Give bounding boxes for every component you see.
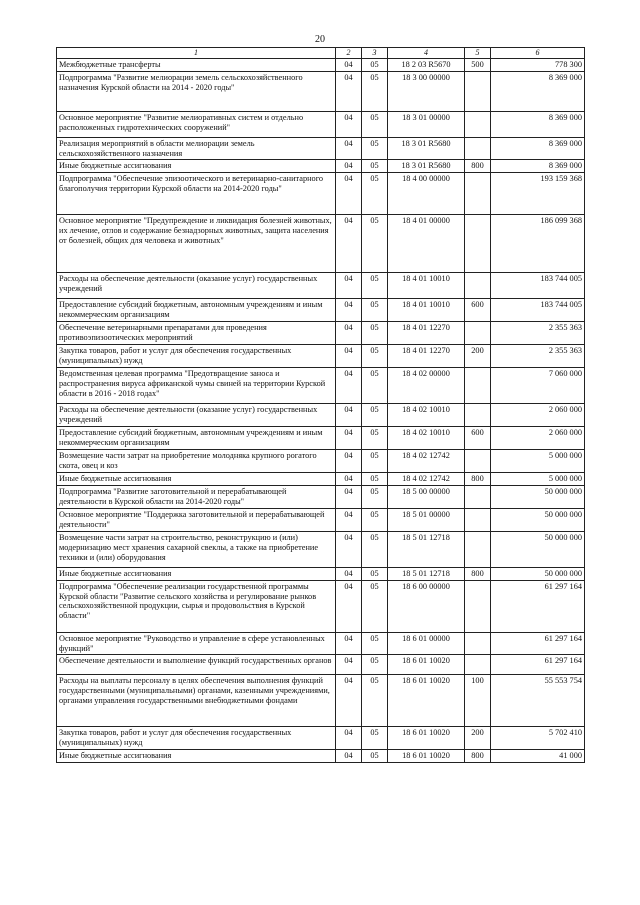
row-amount: 8 369 000 — [491, 111, 585, 137]
table-row — [57, 531, 585, 567]
table-row — [57, 675, 585, 727]
row-description: Иные бюджетные ассигнования — [57, 750, 336, 763]
row-expense-type — [465, 508, 491, 531]
row-subsection: 05 — [362, 137, 388, 160]
row-expense-type — [465, 580, 491, 632]
row-section: 04 — [336, 322, 362, 345]
row-description: Подпрограмма "Обеспечение реализации государственной программы Курской области "Развитие сельского хозяйства и регулирование рынков сельскохозяйственной продукции, сырья и продовольствия в Курской области" — [57, 580, 336, 632]
table-row — [57, 299, 585, 322]
table-row — [57, 404, 585, 427]
row-target-code: 18 6 01 10020 — [388, 727, 465, 750]
row-subsection: 05 — [362, 160, 388, 173]
row-subsection: 05 — [362, 449, 388, 472]
table-row — [57, 655, 585, 675]
row-expense-type: 200 — [465, 345, 491, 368]
row-description: Закупка товаров, работ и услуг для обеспечения государственных (муниципальных) нужд — [57, 727, 336, 750]
row-subsection: 05 — [362, 345, 388, 368]
row-subsection: 05 — [362, 58, 388, 71]
row-amount: 5 000 000 — [491, 472, 585, 485]
table-row — [57, 58, 585, 71]
page-number: 20 — [315, 34, 325, 45]
table-row — [57, 485, 585, 508]
row-target-code: 18 3 00 00000 — [388, 71, 465, 111]
row-description: Межбюджетные трансферты — [57, 58, 336, 71]
row-subsection: 05 — [362, 472, 388, 485]
row-subsection: 05 — [362, 675, 388, 727]
row-description: Реализация мероприятий в области мелиорации земель сельскохозяйственного назначения — [57, 137, 336, 160]
row-amount: 50 000 000 — [491, 485, 585, 508]
row-amount: 61 297 164 — [491, 655, 585, 675]
row-description: Расходы на обеспечение деятельности (оказание услуг) государственных учреждений — [57, 273, 336, 299]
table-row — [57, 580, 585, 632]
row-subsection: 05 — [362, 485, 388, 508]
row-amount: 50 000 000 — [491, 567, 585, 580]
row-target-code: 18 4 01 10010 — [388, 299, 465, 322]
row-description: Ведомственная целевая программа "Предотвращение заноса и распространения вируса африканской чумы свиней на территории Курской области в 2016 - 2018 годах" — [57, 368, 336, 404]
column-header-1: 1 — [57, 48, 336, 59]
row-expense-type — [465, 449, 491, 472]
row-amount: 2 060 000 — [491, 404, 585, 427]
table-row — [57, 137, 585, 160]
row-amount: 50 000 000 — [491, 508, 585, 531]
row-description: Расходы на обеспечение деятельности (оказание услуг) государственных учреждений — [57, 404, 336, 427]
table-row — [57, 449, 585, 472]
column-header-4: 4 — [388, 48, 465, 59]
row-amount: 2 355 363 — [491, 345, 585, 368]
column-header-6: 6 — [491, 48, 585, 59]
row-description: Иные бюджетные ассигнования — [57, 160, 336, 173]
row-description: Подпрограмма "Обеспечение эпизоотического и ветеринарно-санитарного благополучия территории Курской области на 2014-2020 годы" — [57, 173, 336, 215]
row-expense-type: 200 — [465, 727, 491, 750]
row-amount: 5 000 000 — [491, 449, 585, 472]
table-row — [57, 427, 585, 450]
row-subsection: 05 — [362, 567, 388, 580]
row-amount: 193 159 368 — [491, 173, 585, 215]
table-row — [57, 273, 585, 299]
row-expense-type — [465, 215, 491, 273]
row-description: Основное мероприятие "Поддержка заготовительной и перерабатывающей деятельности" — [57, 508, 336, 531]
row-section: 04 — [336, 531, 362, 567]
row-subsection: 05 — [362, 71, 388, 111]
row-subsection: 05 — [362, 531, 388, 567]
row-section: 04 — [336, 345, 362, 368]
table-row — [57, 160, 585, 173]
row-subsection: 05 — [362, 580, 388, 632]
row-subsection: 05 — [362, 508, 388, 531]
row-expense-type: 800 — [465, 160, 491, 173]
row-expense-type — [465, 173, 491, 215]
row-description: Подпрограмма "Развитие заготовительной и перерабатывающей деятельности в Курской области на 2014-2020 годы" — [57, 485, 336, 508]
row-section: 04 — [336, 508, 362, 531]
row-section: 04 — [336, 404, 362, 427]
table-row — [57, 368, 585, 404]
row-subsection: 05 — [362, 632, 388, 655]
table-row — [57, 727, 585, 750]
row-amount: 8 369 000 — [491, 71, 585, 111]
row-section: 04 — [336, 71, 362, 111]
row-subsection: 05 — [362, 404, 388, 427]
row-expense-type: 500 — [465, 58, 491, 71]
table-row — [57, 345, 585, 368]
row-target-code: 18 5 01 00000 — [388, 508, 465, 531]
row-section: 04 — [336, 273, 362, 299]
row-target-code: 18 2 03 R5670 — [388, 58, 465, 71]
row-expense-type: 600 — [465, 427, 491, 450]
row-description: Основное мероприятие "Развитие мелиоративных систем и отдельно расположенных гидротехнических сооружений" — [57, 111, 336, 137]
table-row — [57, 632, 585, 655]
row-expense-type — [465, 485, 491, 508]
row-amount: 183 744 005 — [491, 299, 585, 322]
column-header-5: 5 — [465, 48, 491, 59]
row-subsection: 05 — [362, 655, 388, 675]
table-row — [57, 71, 585, 111]
row-target-code: 18 4 01 10010 — [388, 273, 465, 299]
row-subsection: 05 — [362, 173, 388, 215]
row-description: Основное мероприятие "Руководство и управление в сфере установленных функций" — [57, 632, 336, 655]
row-target-code: 18 6 01 00000 — [388, 632, 465, 655]
row-subsection: 05 — [362, 368, 388, 404]
row-section: 04 — [336, 675, 362, 727]
row-target-code: 18 5 01 12718 — [388, 531, 465, 567]
row-subsection: 05 — [362, 299, 388, 322]
row-target-code: 18 5 01 12718 — [388, 567, 465, 580]
row-amount: 778 300 — [491, 58, 585, 71]
row-amount: 50 000 000 — [491, 531, 585, 567]
row-target-code: 18 3 01 R5680 — [388, 137, 465, 160]
row-subsection: 05 — [362, 750, 388, 763]
row-section: 04 — [336, 750, 362, 763]
header-row — [57, 48, 585, 59]
row-target-code: 18 4 02 00000 — [388, 368, 465, 404]
row-section: 04 — [336, 58, 362, 71]
table-row — [57, 472, 585, 485]
row-section: 04 — [336, 215, 362, 273]
row-description: Иные бюджетные ассигнования — [57, 472, 336, 485]
row-section: 04 — [336, 137, 362, 160]
budget-table — [56, 47, 585, 763]
table-row — [57, 322, 585, 345]
row-target-code: 18 4 01 12270 — [388, 322, 465, 345]
row-expense-type — [465, 404, 491, 427]
row-section: 04 — [336, 567, 362, 580]
row-section: 04 — [336, 727, 362, 750]
row-description: Предоставление субсидий бюджетным, автономным учреждениям и иным некоммерческим организациям — [57, 427, 336, 450]
row-section: 04 — [336, 485, 362, 508]
row-amount: 7 060 000 — [491, 368, 585, 404]
table-row — [57, 215, 585, 273]
row-expense-type: 800 — [465, 750, 491, 763]
row-target-code: 18 4 01 00000 — [388, 215, 465, 273]
table-row — [57, 111, 585, 137]
row-subsection: 05 — [362, 273, 388, 299]
row-expense-type — [465, 273, 491, 299]
row-expense-type: 800 — [465, 472, 491, 485]
row-amount: 61 297 164 — [491, 580, 585, 632]
row-target-code: 18 4 02 12742 — [388, 472, 465, 485]
row-expense-type — [465, 632, 491, 655]
table-row — [57, 750, 585, 763]
row-section: 04 — [336, 299, 362, 322]
row-target-code: 18 4 02 12742 — [388, 449, 465, 472]
row-target-code: 18 4 02 10010 — [388, 427, 465, 450]
row-amount: 8 369 000 — [491, 160, 585, 173]
row-subsection: 05 — [362, 727, 388, 750]
row-expense-type — [465, 368, 491, 404]
row-target-code: 18 6 01 10020 — [388, 675, 465, 727]
row-subsection: 05 — [362, 111, 388, 137]
row-expense-type: 100 — [465, 675, 491, 727]
row-amount: 8 369 000 — [491, 137, 585, 160]
row-description: Предоставление субсидий бюджетным, автономным учреждениям и иным некоммерческим организациям — [57, 299, 336, 322]
row-description: Возмещение части затрат на приобретение молодняка крупного рогатого скота, овец и коз — [57, 449, 336, 472]
row-section: 04 — [336, 580, 362, 632]
row-subsection: 05 — [362, 322, 388, 345]
row-expense-type — [465, 531, 491, 567]
row-section: 04 — [336, 160, 362, 173]
row-section: 04 — [336, 173, 362, 215]
row-amount: 2 060 000 — [491, 427, 585, 450]
row-description: Основное мероприятие "Предупреждение и ликвидация болезней животных, их лечение, отлов и содержание безнадзорных животных, защита населения от болезней, общих для человека и животных" — [57, 215, 336, 273]
row-amount: 61 297 164 — [491, 632, 585, 655]
row-section: 04 — [336, 427, 362, 450]
row-description: Подпрограмма "Развитие мелиорации земель сельскохозяйственного назначения Курской области на 2014 - 2020 годы" — [57, 71, 336, 111]
row-amount: 183 744 005 — [491, 273, 585, 299]
row-amount: 41 000 — [491, 750, 585, 763]
row-expense-type — [465, 111, 491, 137]
row-section: 04 — [336, 655, 362, 675]
row-subsection: 05 — [362, 427, 388, 450]
row-description: Расходы на выплаты персоналу в целях обеспечения выполнения функций государственными (муниципальными) органами, казенными учреждениями, органами управления государственными внебюджетными фондами — [57, 675, 336, 727]
row-target-code: 18 6 01 10020 — [388, 655, 465, 675]
row-amount: 2 355 363 — [491, 322, 585, 345]
row-expense-type: 800 — [465, 567, 491, 580]
row-target-code: 18 3 01 00000 — [388, 111, 465, 137]
row-target-code: 18 4 02 10010 — [388, 404, 465, 427]
row-expense-type — [465, 322, 491, 345]
row-section: 04 — [336, 111, 362, 137]
table-row — [57, 567, 585, 580]
row-subsection: 05 — [362, 215, 388, 273]
row-description: Возмещение части затрат на строительство, реконструкцию и (или) модернизацию мест хранения сахарной свеклы, а также на приобретение техники и (или) оборудования — [57, 531, 336, 567]
row-expense-type: 600 — [465, 299, 491, 322]
row-expense-type — [465, 655, 491, 675]
row-target-code: 18 6 01 10020 — [388, 750, 465, 763]
row-amount: 5 702 410 — [491, 727, 585, 750]
row-expense-type — [465, 71, 491, 111]
table-row — [57, 508, 585, 531]
row-expense-type — [465, 137, 491, 160]
row-target-code: 18 3 01 R5680 — [388, 160, 465, 173]
row-target-code: 18 6 00 00000 — [388, 580, 465, 632]
row-description: Иные бюджетные ассигнования — [57, 567, 336, 580]
row-target-code: 18 4 00 00000 — [388, 173, 465, 215]
row-section: 04 — [336, 449, 362, 472]
row-amount: 55 553 754 — [491, 675, 585, 727]
row-description: Обеспечение деятельности и выполнение функций государственных органов — [57, 655, 336, 675]
row-target-code: 18 4 01 12270 — [388, 345, 465, 368]
table-row — [57, 173, 585, 215]
row-section: 04 — [336, 368, 362, 404]
column-header-2: 2 — [336, 48, 362, 59]
row-description: Закупка товаров, работ и услуг для обеспечения государственных (муниципальных) нужд — [57, 345, 336, 368]
row-target-code: 18 5 00 00000 — [388, 485, 465, 508]
column-header-3: 3 — [362, 48, 388, 59]
row-description: Обеспечение ветеринарными препаратами для проведения противоэпизоотических мероприятий — [57, 322, 336, 345]
row-section: 04 — [336, 472, 362, 485]
row-section: 04 — [336, 632, 362, 655]
row-amount: 186 099 368 — [491, 215, 585, 273]
